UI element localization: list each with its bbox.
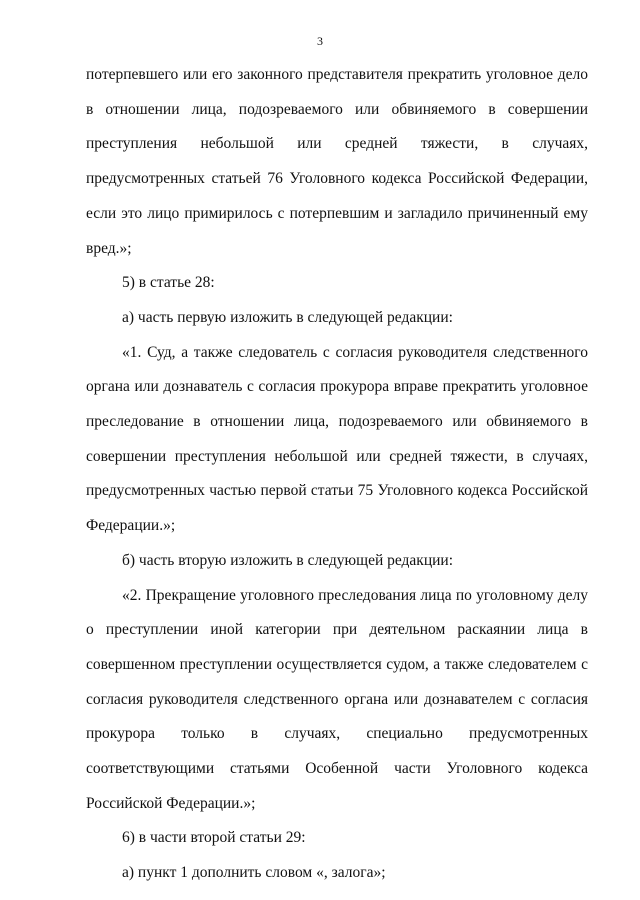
paragraph-quote-part-1: «1. Суд, а также следователь с согласия руководителя следственного органа или дознаватель с согласия прокурора вправе прекратить уголовное преследование в отношении лица, подозреваемого или обвиняемого в совершении преступления небольшой или средней тяжести, в случаях, предусмотренных частью первой статьи 75 Уголовного кодекса Российской Федерации.»; <box>86 343 588 535</box>
paragraph-subitem-a: а) часть первую изложить в следующей редакции: <box>122 308 453 326</box>
paragraph-subitem-b: б) часть вторую изложить в следующей редакции: <box>122 551 454 569</box>
paragraph-item-6: 6) в части второй статьи 29: <box>122 829 306 847</box>
paragraph-subitem-a-article-29: а) пункт 1 дополнить словом «, залога»; <box>122 864 386 882</box>
paragraph-item-5: 5) в статье 28: <box>122 274 215 292</box>
page-number: 3 <box>317 34 323 48</box>
paragraph-continuation: потерпевшего или его законного представителя прекратить уголовное дело в отношении лица, подозреваемого или обвиняемого в совершении преступления небольшой или средней тяжести, в случаях, предусмотренных статьей 76 Уголовного кодекса Российской Федерации, если это лицо примирилось с потерпевшим и загладило причиненный ему вред.»; <box>86 66 588 257</box>
document-body <box>86 58 588 891</box>
paragraph-quote-part-2: «2. Прекращение уголовного преследования лица по уголовному делу о преступлении иной категории при деятельном раскаянии лица в совершенном преступлении осуществляется судом, а также следователем с согласия руководителя следственного органа или дознавателем с согласия прокурора только в случаях, специально предусмотренных соответствующими статьями Особенной части Уголовного кодекса Российской Федерации.»; <box>86 586 588 812</box>
